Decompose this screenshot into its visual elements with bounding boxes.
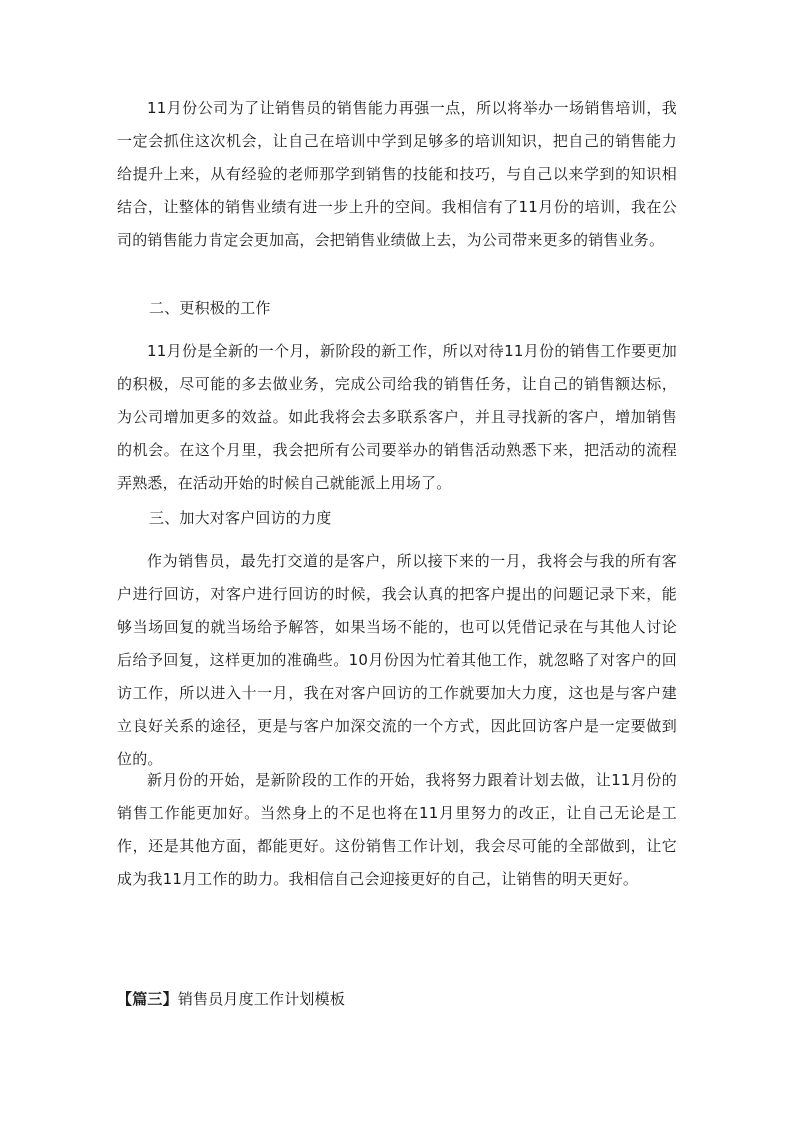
paragraph-training: 11月份公司为了让销售员的销售能力再强一点，所以将举办一场销售培训，我一定会抓住这次机会，让自己在培训中学到足够多的培训知识，把自己的销售能力给提升上来，从有经验的老师那学到销售的技能和技巧，与自己以来学到的知识相结合，让整体的销售业绩有进一步上升的空间。我相信有了11月份的培训，我在公司的销售能力肯定会更加高，会把销售业绩做上去，为公司带来更多的销售业务。 (117, 99, 677, 249)
heading-customer-follow-up: 三、加大对客户回访的力度 (149, 509, 332, 527)
paragraph-customer-follow-up: 作为销售员，最先打交道的是客户，所以接下来的一月，我将会与我的所有客户进行回访，对客户进行回访的时候，我会认真的把客户提出的问题记录下来，能够当场回复的就当场给予解答，如果当场不能的，也可以凭借记录在与其他人讨论后给予回复，这样更加的准确些。10月份因为忙着其他工作，就忽略了对客户的回访工作，所以进入十一月，我在对客户回访的工作就要加大力度，这也是与客户建立良好关系的途径，更是与客户加深交流的一个方式，因此回访客户是一定要做到位的。 (117, 552, 677, 768)
section-number: 【篇三】 (117, 990, 178, 1008)
heading-more-active-work: 二、更积极的工作 (149, 299, 271, 317)
paragraph-active-work: 11月份是全新的一个月，新阶段的新工作，所以对待11月份的销售工作要更加的积极，尽可能的多去做业务，完成公司给我的销售任务，让自己的销售额达标，为公司增加更多的效益。如此我将会去多联系客户，并且寻找新的客户，增加销售的机会。在这个月里，我会把所有公司要举办的销售活动熟悉下来，把活动的流程弄熟悉，在活动开始的时候自己就能派上用场了。 (117, 342, 677, 492)
section-title-text: 销售员月度工作计划模板 (177, 990, 346, 1008)
paragraph-new-month: 新月份的开始，是新阶段的工作的开始，我将努力跟着计划去做，让11月份的销售工作能更加好。当然身上的不足也将在11月里努力的改正，让自己无论是工作，还是其他方面，都能更好。这份销售工作计划，我会尽可能的全部做到，让它成为我11月工作的助力。我相信自己会迎接更好的自己，让销售的明天更好。 (117, 771, 677, 888)
section-title (117, 983, 345, 1016)
